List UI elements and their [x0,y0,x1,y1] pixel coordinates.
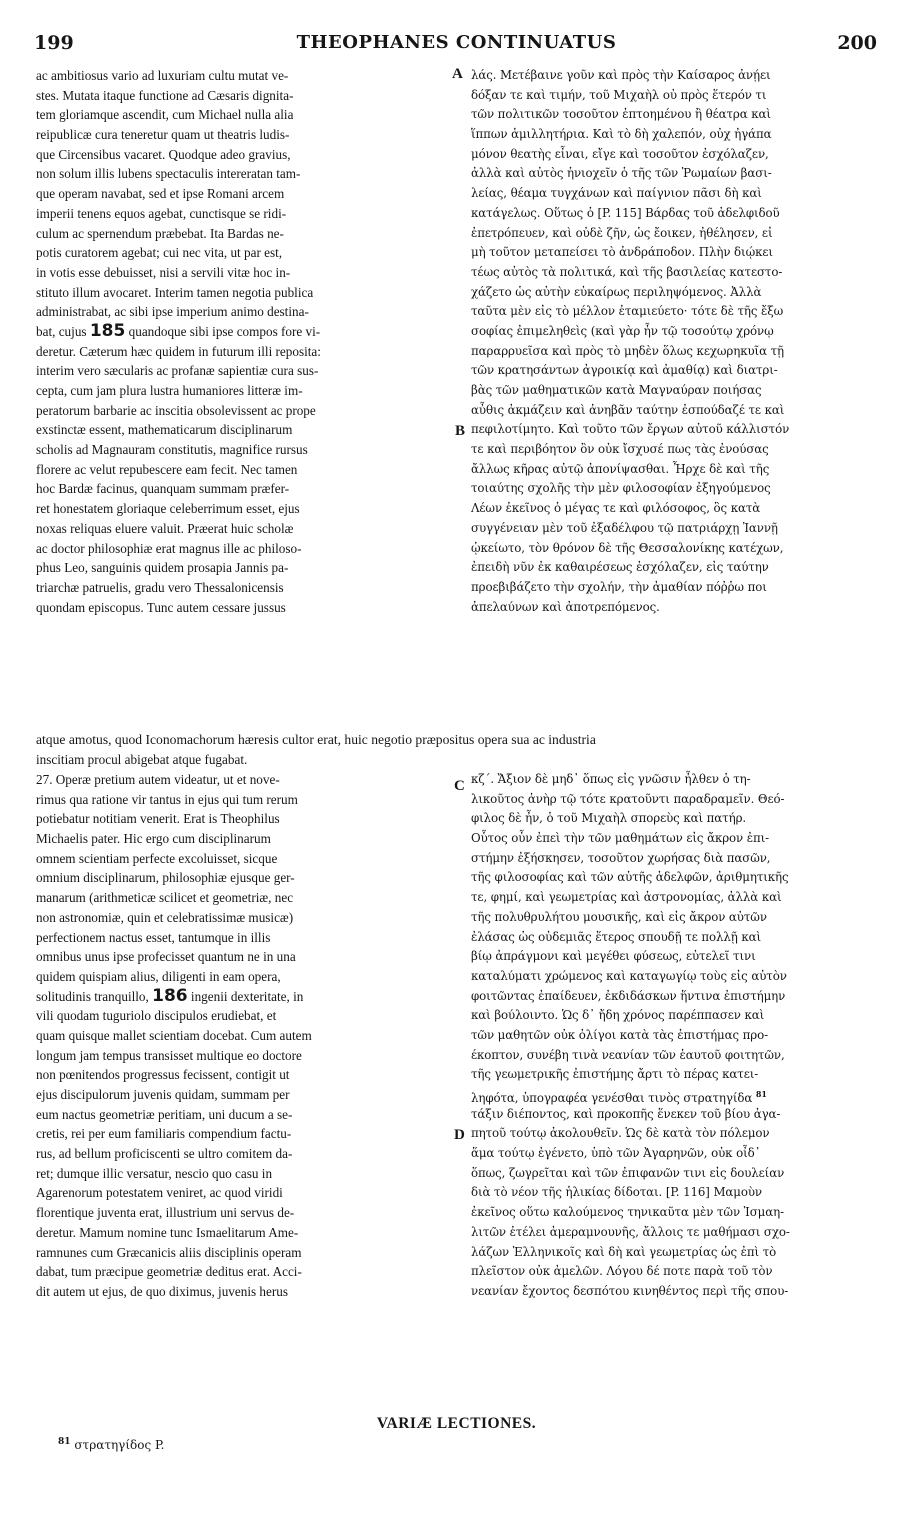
text-line: exstinctæ essent, mathematicarum disciplinarum [36,422,293,438]
margin-marker-b: B [455,423,466,439]
text-line: triarchæ patruelis, gradu vero Thessalonicensis [36,579,284,595]
text-line: βὰς τῶν μαθηματικῶν κατὰ Μαγναύραν ποιήσας [471,383,762,397]
text-line: ἐπειδὴ νῦν ἐκ καθαιρέσεως ἐσχόλαζεν, εἰς ταύτην [471,560,769,575]
text-line: dabat, tum præcipue geometriæ deditus erat. Acci- [36,1264,302,1280]
text-line: μόνον θεατὴς εἶναι, εἴγε καὶ τοσοῦτον ἐσχόλαζεν, [471,146,769,161]
text-line: phus Leo, sanguinis quidem prosapia Jannis pa- [36,560,289,576]
text-line: reipublicæ cura teneretur quam ut theatris ludis- [36,127,290,143]
text-line: τῆς φιλοσοφίας καὶ τῶν αὐτῆς ἀδελφῶν, ἀριθμητικῆς [471,870,789,885]
text-line: καὶ βούλοιντο. Ὡς δ᾽ ἤδη χρόνος παρέππασεν καὶ [471,1008,765,1023]
text-line: φιλος δὲ ἦν, ὁ τοῦ Μιχαὴλ σπορεὺς καὶ πατήρ. [471,811,747,826]
footnote-reference: 81 [755,1089,767,1099]
text-line: omnium disciplinarum, philosophiæ ejusque ger- [36,870,295,886]
text-line: χάζετο ὡς αὐτὴν εὐκαίρως περιληψόμενος. Ἀλλὰ [471,284,762,299]
text-line: λείας, θέαμα τυγχάνων καὶ παίγνιον πᾶσι δὴ καὶ [471,186,762,201]
text-line: συγγένειαν μὲν τοῦ ἐξαδέλφου τῷ πατριάρχῃ Ἰαννῇ [471,520,778,535]
text-line: ἀπελαύνων καὶ ἀποτρεπόμενος. [471,599,660,614]
text-line: rimus qua ratione vir tantus in ejus qui tum rerum [36,791,298,807]
text-line: quidem quispiam alius, diligenti in eam opera, [36,968,281,984]
margin-marker-d: D [454,1127,465,1143]
text-line: έκοπτον, συνέβη τινὰ νεανίαν τῶν ἑαυτοῦ φοιτητῶν, [471,1047,785,1062]
latin-column-bottom [36,770,448,1302]
left-page-number: 199 [34,32,74,54]
text-line: τῆς γεωμετρικῆς ἐπιστήμης ἄρτι τὸ πέρας κατει- [471,1067,759,1082]
latin-column-top [36,66,448,617]
text-line: μὴ τοῦτον μεταπείσει τὸ ἀνδράποδον. Πλὴν διῴκει [471,245,773,260]
text-line: Λέων ἐκεῖνος ὁ μέγας τε καὶ φιλόσοφος, ὃς κατὰ [471,501,761,516]
right-page-number: 200 [837,32,877,54]
text-line: πητοῦ τούτῳ ἀκολουθεῖν. Ὡς δὲ κατὰ τὸν πόλεμον [471,1126,770,1141]
text-line: ac ambitiosus vario ad luxuriam cultu mutat ve- [36,68,289,83]
text-line: scholis ad Magnauram constitutis, magnifice rursus [36,442,308,458]
text-line: ὅπως, ζωγρεῖται καὶ τῶν ἐπιφανῶν τινι εἰς δουλείαν [471,1165,785,1180]
footnote [58,1437,165,1452]
text-line: τῶν πολιτικῶν τοσοῦτον ἐπτοημένου ἢ θέατρα καὶ [471,107,771,122]
text-line: κατάγελως. Οὕτως ὁ [P. 115] Βάρδας τοῦ ἀδελφιδοῦ [471,205,780,220]
text-line: ἄλλως κῆρας αὐτῷ ἀπονίψασθαι. Ἦρχε δὲ καὶ τῆς [471,461,770,476]
text-line: 27. Operæ pretium autem videatur, ut et nove- [36,772,280,787]
text-line: deretur. Cæterum hæc quidem in futurum illi reposita: [36,343,321,359]
text-line: ἐπετρόπευεν, καὶ οὐδὲ ζῆν, ὡς ἔοικεν, ἠθέλησεν, εἰ [471,225,773,240]
text-line: florentique juventa erat, illustrium uni servus de- [36,1205,295,1221]
text-line: καταλύματι χρώμενος καὶ καταγωγίῳ τοὺς εἰς αὐτὸν [471,968,787,983]
text-line: vili quodam tuguriolo discipulos erudiebat, et [36,1008,277,1024]
text-line: ramnunes cum Græcanicis aliis disciplinis operam [36,1244,302,1260]
footnote-text: στρατηγίδος P. [74,1438,165,1452]
text-line: ληφότα, ὑπογραφέα γενέσθαι τινὸς στρατηγίδα $^{81}$ [471,1089,767,1105]
text-line: longum jam tempus transisset multique eo doctore [36,1047,302,1063]
text-line: eum nactus geometriæ peritiam, uni ducum a se- [36,1106,293,1122]
text-line: in votis esse debuisset, nisi a servili vitæ hoc in- [36,264,291,280]
full-width-latin-line: atque amotus, quod Iconomachorum hæresis cultor erat, huic negotio præpositus opera sua ac industria [36,732,596,747]
text-line: florere ac velut repubescere eam fecit. Nec tamen [36,461,298,477]
text-line: στήμην ἐξήσκησεν, τοσοῦτον χωρήσας διὰ πασῶν, [471,850,771,865]
text-line: τέως αὐτὸς τὰ πολιτικά, καὶ τῆς βασιλείας κατεστο- [471,264,783,279]
text-line: τῆς πολυθρυλήτου μουσικῆς, καὶ εἰς ἄκρον αὐτῶν [471,909,767,924]
greek-column-bottom [471,770,879,1302]
text-line: non astronomiæ, quin et celebratissimæ musicæ) [36,909,294,925]
text-line: cretis, rei per eum familiaris compendium factu- [36,1126,292,1142]
text-line: ἅμα τούτῳ ἐγένετο, ὑπὸ τῶν Ἀγαρηνῶν, οὐκ οἶδ᾽ [471,1146,761,1161]
text-line: administrabat, ac sibi ipse imperium animo destina- [36,304,309,320]
text-line: imperii tenens equos agebat, cunctisque se ridi- [36,205,287,221]
text-line: πεφιλοτίμητο. Καὶ τοῦτο τῶν ἔργων αὐτοῦ κάλλιστόν [471,422,790,437]
text-line: ret honestatem gloriaque celeberrimum esset, ejus [36,501,300,517]
text-line: Michaelis pater. Hic ergo cum disciplinarum [36,831,271,847]
text-line: ἐκεῖνος οὕτω καλούμενος τηνικαῦτα μὲν τῶν Ἰσμαη- [471,1205,784,1220]
text-line: omnibus unus ipse profecisset quantum ne in una [36,949,296,965]
text-line: λάζων Ἑλληνικοῖς καὶ δὴ καὶ γεωμετρίας ὡς ἐπὶ τὸ [471,1244,777,1259]
text-line: προεβιβάζετο τὴν σχολήν, τὴν ἀμαθίαν πόῤῥω ποι [471,579,767,594]
text-line: quondam episcopus. Tunc autem cessare jussus [36,599,286,615]
variae-lectiones-heading: VARIÆ LECTIONES. [376,1415,537,1432]
text-line: Οὗτος οὖν ἐπεὶ τὴν τῶν μαθημάτων εἰς ἄκρον ἐπι- [471,831,770,846]
text-line: peratorum barbarie ac inscitia obsolevissent ac prope [36,402,316,418]
text-line: non pœnitendos progressus fecissent, contigit ut [36,1067,290,1083]
text-line: λιτῶν ἐτέλει ἀμεραμνουνῆς, ἄλλοις τε μαθήμασι σχο- [471,1224,790,1239]
text-line: τῶν κρατησάντων ἀγροικίᾳ καὶ ἀμαθίᾳ) καὶ διατρι- [471,363,778,378]
text-line: stituto illum avocaret. Interim tamen negotia publica [36,284,314,300]
text-line: que operam navabat, sed et ipse Romani arcem [36,186,285,202]
text-line: φοιτῶντας ἐπαίδευεν, ἐκδιδάσκων ἥντινα ἐπιστήμην [471,988,786,1003]
text-line: bat, cujus 185 quandoque sibi ipse compos fore vi- [36,321,321,341]
text-line: ret; dumque illic versatur, nescio quo casu in [36,1165,273,1181]
text-line: τε καὶ περιβόητον ὂν οὐκ ἴσχυσέ πως τὰς ἐνούσας [471,442,769,457]
margin-marker-c: C [454,778,465,794]
footnote-number: 81 [58,1437,71,1447]
text-line: culum ac spernendum præbebat. Ita Bardas ne- [36,225,284,241]
text-line: πλεῖστον οὐκ ἀμελῶν. Λόγου δέ ποτε παρὰ τοῦ τὸν [471,1264,773,1279]
text-line: αὖθις ἀκμάζειν καὶ ἀνηβᾶν ταύτην ἐσπούδαζέ τε καὶ [471,402,785,417]
running-title: THEOPHANES CONTINUATUS [296,32,617,53]
text-line: σοφίας ἐπιμεληθεὶς (καὶ γὰρ ἦν τῷ τοσούτῳ χρόνῳ [471,323,774,338]
text-line: ac doctor philosophiæ erat magnus ille ac philoso- [36,540,302,556]
text-line: non solum illis lubens spectaculis intereratan tam- [36,166,301,182]
text-line: διὰ τὸ νέον τῆς ἡλικίας δίδοται. [P. 116] Μαμοὺν [471,1185,762,1200]
text-line: τῶν μαθητῶν οὐκ ὀλίγοι κατὰ τὰς ἐπιστήμας προ- [471,1027,769,1042]
text-line: omnem scientiam perfecte excoluisset, sicque [36,850,278,866]
text-line: ἀλλὰ καὶ αὐτὸς ἡνιοχεῖν ὁ τῆς τῶν Ῥωμαίων βασι- [471,166,772,181]
text-line: τε, φημί, καὶ γεωμετρίας καὶ ἀστρονομίας, ἀλλὰ καὶ [471,890,782,905]
greek-column-top [471,66,879,617]
text-line: quam quisque mallet scientiam docebat. Cum autem [36,1027,312,1043]
text-line: que Circensibus vacaret. Quodque adeo gravius, [36,146,291,162]
text-line: noxas reliquas eluere valuit. Præerat huic scholæ [36,520,294,536]
edition-page-number: 185 [89,321,126,341]
text-line: νεανίαν ἔχοντος δεσπότου κινηθέντος περὶ τῆς σπου- [471,1283,789,1298]
text-line: deretur. Mamum nomine tunc Ismaelitarum Ame- [36,1224,299,1240]
text-line: potiebatur notitiam venerit. Erat is Theophilus [36,811,280,827]
text-line: potis curatorem agebat; cui nec vita, ut par est, [36,245,283,261]
text-line: λάς. Μετέβαινε γοῦν καὶ πρὸς τὴν Καίσαρος ἀνῄει [471,68,771,82]
text-line: βίῳ ἀπράγμονι καὶ μεγέθει φύσεως, εὐτελεῖ τινι [471,949,756,964]
text-line: tem gloriamque ascendit, cum Michael nulla alia [36,107,294,123]
text-line: δόξαν τε καὶ τιμήν, τοῦ Μιχαὴλ οὐ πρὸς ἕτερόν τι [471,87,767,102]
text-line: perfectionem nactus esset, tantumque in illis [36,929,271,945]
text-line: interim vero sæcularis ac profanæ sapientiæ cura sus- [36,363,319,379]
text-line: cepta, cum jam plura lustra humaniores litteræ im- [36,383,303,398]
text-line: dit autem ut ejus, de quo diximus, juvenis herus [36,1283,288,1299]
text-line: solitudinis tranquillo, 186 ingenii dexteritate, in [36,986,304,1006]
text-line: ᾠκείωτο, τὸν θρόνον δὲ τῆς Θεσσαλονίκης κατέχων, [471,540,784,555]
text-line: λικοῦτος ἀνὴρ τῷ τότε κρατοῦντι παραδραμεῖν. Θεό- [471,791,785,806]
text-line: τάξιν διέποντος, καὶ προκοπῆς ἕνεκεν τοῦ βίου ἀγα- [471,1106,781,1121]
text-line: ἵππων ἁμιλλητήρια. Καὶ τὸ δὴ χαλεπόν, οὐχ ἠγάπα [471,127,772,142]
text-line: manarum (arithmeticæ scilicet et geometriæ, nec [36,890,294,906]
text-line: Agarenorum potestatem veniret, ac quod viridi [36,1185,283,1201]
text-line: ejus discipulorum juvenis quidam, summam per [36,1087,290,1102]
text-line: stes. Mutata itaque functione ad Cæsaris dignita- [36,87,294,103]
text-line: ταῦτα μὲν εἰς τὸ μέλλον ἐταμιεύετο· τότε δὲ τῆς ἔξω [471,304,784,319]
latin-continuation-line: inscitiam procul abigebat atque fugabat. [36,752,248,767]
margin-marker-a: A [452,66,463,82]
edition-page-number: 186 [152,986,188,1006]
text-line: τοιαύτης σχολῆς τὴν μὲν φιλοσοφίαν ἐξηγούμενος [471,481,771,496]
text-line: rus, ad bellum proficiscenti se ultro comitem da- [36,1146,293,1162]
text-line: ἐλάσας ὡς οὐδεμιᾶς ἕτερος σπουδῇ τε πολλῇ καὶ [471,929,762,944]
text-line: παραρρυεῖσα καὶ πρὸς τὸ μηδὲν ὅλως κεχωρηκυῖα τῇ [471,343,784,358]
running-header [0,32,913,56]
text-line: hoc Bardæ facinus, quanquam summam præfer- [36,481,290,497]
text-line: κζ΄. Ἄξιον δὲ μηδ᾽ ὅπως εἰς γνῶσιν ἦλθεν ὁ τη- [471,772,751,786]
